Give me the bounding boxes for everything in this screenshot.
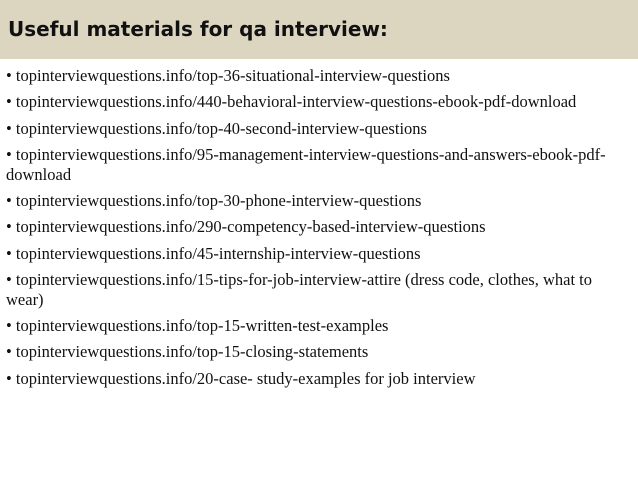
bullet-glyph: • — [6, 342, 12, 362]
list-item — [6, 244, 632, 264]
bullet-glyph: • — [6, 144, 12, 164]
list-item — [6, 191, 632, 211]
link-text[interactable]: topinterviewquestions.info/290-competency-based-interview-questions — [15, 217, 486, 237]
link-text[interactable]: topinterviewquestions.info/top-15-closing-statements — [15, 342, 369, 362]
list-item — [6, 270, 632, 310]
bullet-glyph: • — [6, 92, 12, 112]
bullet-glyph: • — [6, 118, 12, 138]
list-item — [6, 217, 632, 237]
bullet-glyph: • — [6, 269, 12, 289]
list-item — [6, 369, 632, 389]
list-item — [6, 145, 632, 185]
link-text[interactable]: topinterviewquestions.info/440-behavioral-interview-questions-ebook-pdf-download — [15, 92, 577, 112]
link-text[interactable]: topinterviewquestions.info/45-internship-interview-questions — [15, 243, 421, 263]
list-item — [6, 316, 632, 336]
page-title: Useful materials for qa interview: — [8, 17, 388, 41]
bullet-glyph: • — [6, 368, 12, 388]
link-text[interactable]: topinterviewquestions.info/top-36-situational-interview-questions — [15, 66, 450, 85]
materials-list — [6, 66, 632, 395]
link-text[interactable]: topinterviewquestions.info/top-40-second-interview-questions — [15, 118, 427, 138]
bullet-glyph: • — [6, 66, 12, 85]
bullet-glyph: • — [6, 190, 12, 210]
list-item — [6, 342, 632, 362]
list-item — [6, 66, 632, 86]
bullet-glyph: • — [6, 243, 12, 263]
link-text[interactable]: topinterviewquestions.info/95-management-interview-questions-and-answers-ebook-pdf-download — [6, 144, 606, 184]
link-text[interactable]: topinterviewquestions.info/20-case- study-examples for job interview — [15, 368, 476, 388]
link-text[interactable]: topinterviewquestions.info/15-tips-for-job-interview-attire (dress code, clothes, what to wear) — [6, 269, 593, 309]
link-text[interactable]: topinterviewquestions.info/top-30-phone-interview-questions — [15, 190, 422, 210]
list-item — [6, 119, 632, 139]
bullet-glyph: • — [6, 315, 12, 335]
bullet-glyph: • — [6, 217, 12, 237]
title-bar — [0, 0, 638, 59]
link-text[interactable]: topinterviewquestions.info/top-15-written-test-examples — [15, 315, 389, 335]
list-item — [6, 92, 632, 112]
